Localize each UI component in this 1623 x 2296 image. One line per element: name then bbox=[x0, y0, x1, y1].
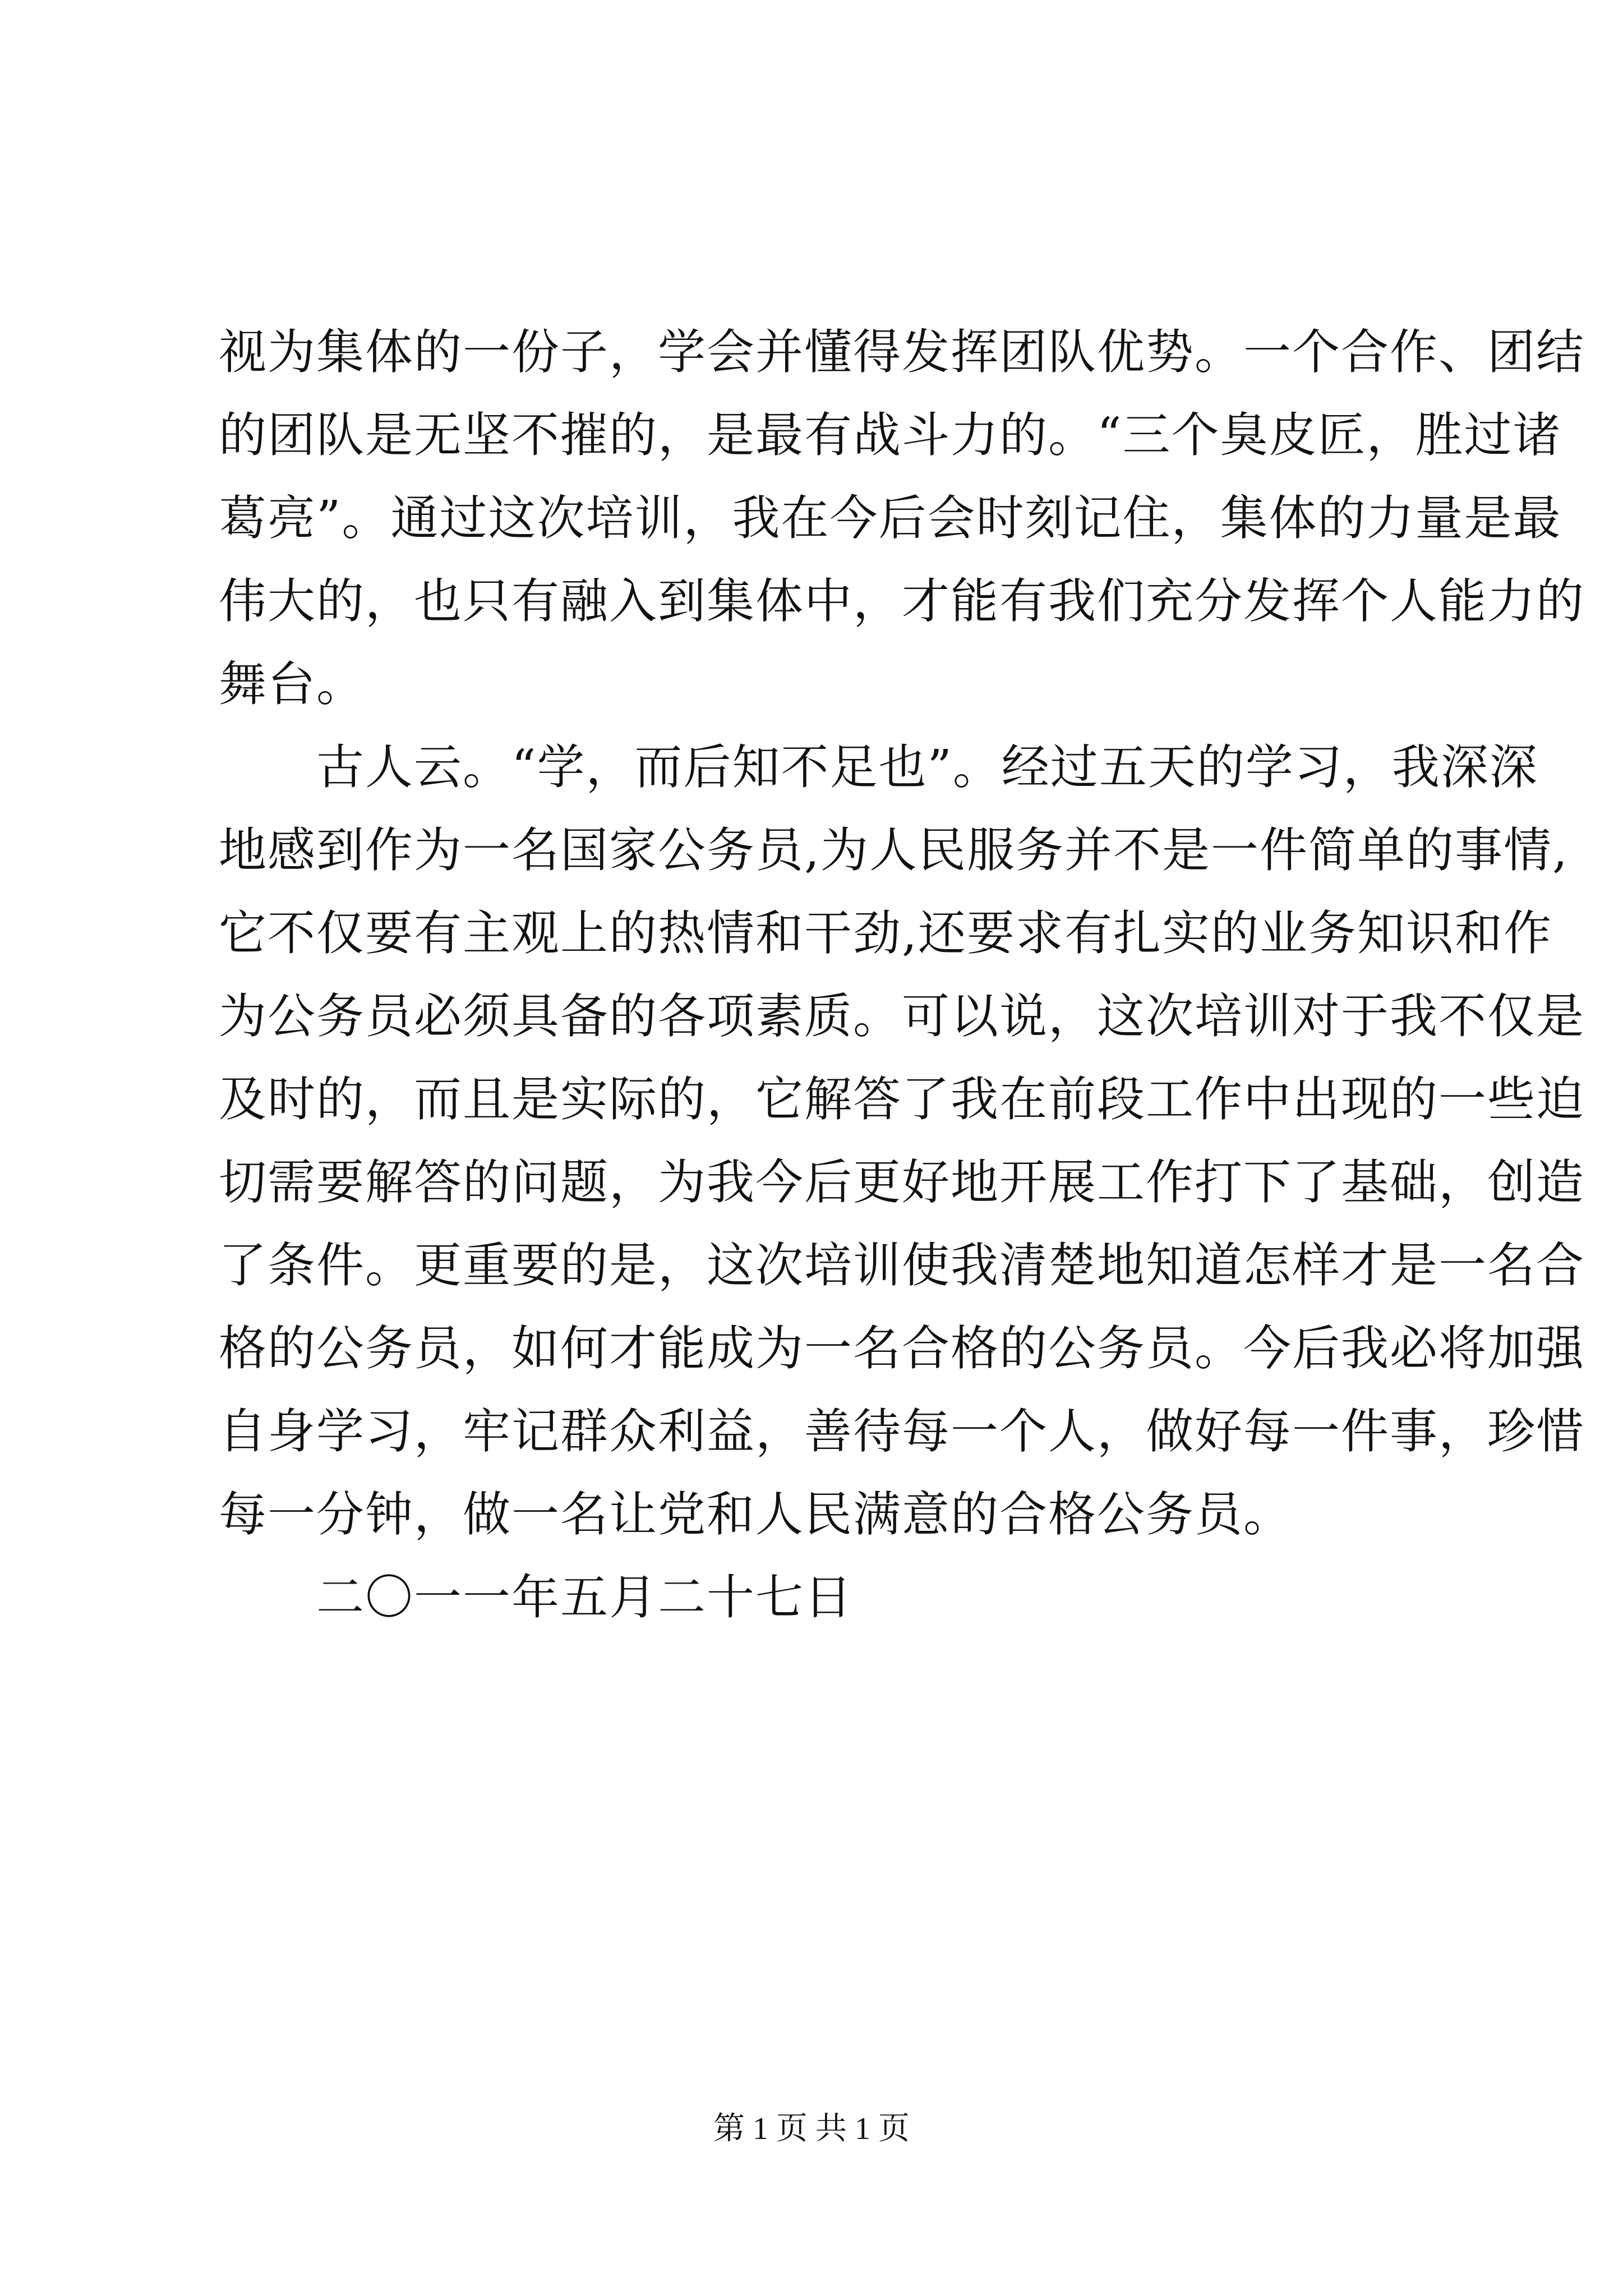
text-line: 地感到作为一名国家公务员,为人民服务并不是一件简单的事情, bbox=[219, 823, 1569, 878]
text-line: 伟大的，也只有融入到集体中，才能有我们充分发挥个人能力的 bbox=[219, 574, 1585, 629]
text-line: 格的公务员，如何才能成为一名合格的公务员。今后我必将加强 bbox=[219, 1321, 1585, 1377]
text-line: 了条件。更重要的是，这次培训使我清楚地知道怎样才是一名合 bbox=[219, 1238, 1585, 1294]
text-line: 视为集体的一份子，学会并懂得发挥团队优势。一个合作、团结 bbox=[219, 325, 1585, 380]
text-line: 舞台。 bbox=[219, 657, 366, 712]
text-line: 每一分钟，做一名让党和人民满意的合格公务员。 bbox=[219, 1487, 1293, 1543]
text-line: 古人云。“学，而后知不足也”。经过五天的学习，我深深 bbox=[219, 740, 1538, 795]
text-line: 及时的，而且是实际的，它解答了我在前段工作中出现的一些迫 bbox=[219, 1072, 1585, 1128]
text-line: 切需要解答的问题，为我今后更好地开展工作打下了基础，创造 bbox=[219, 1155, 1585, 1211]
text-line: 为公务员必须具备的各项素质。可以说，这次培训对于我不仅是 bbox=[219, 989, 1585, 1045]
date-line: 二〇一一年五月二十七日 bbox=[219, 1570, 854, 1626]
text-line: 葛亮”。通过这次培训，我在今后会时刻记住，集体的力量是最 bbox=[219, 491, 1562, 546]
text-line: 它不仅要有主观上的热情和干劲,还要求有扎实的业务知识和作 bbox=[219, 906, 1553, 961]
text-line: 的团队是无坚不摧的，是最有战斗力的。“三个臭皮匠，胜过诸 bbox=[219, 408, 1562, 463]
text-line: 自身学习，牢记群众利益，善待每一个人，做好每一件事，珍惜 bbox=[219, 1404, 1585, 1460]
page-number-footer: 第 1 页 共 1 页 bbox=[713, 2111, 910, 2146]
